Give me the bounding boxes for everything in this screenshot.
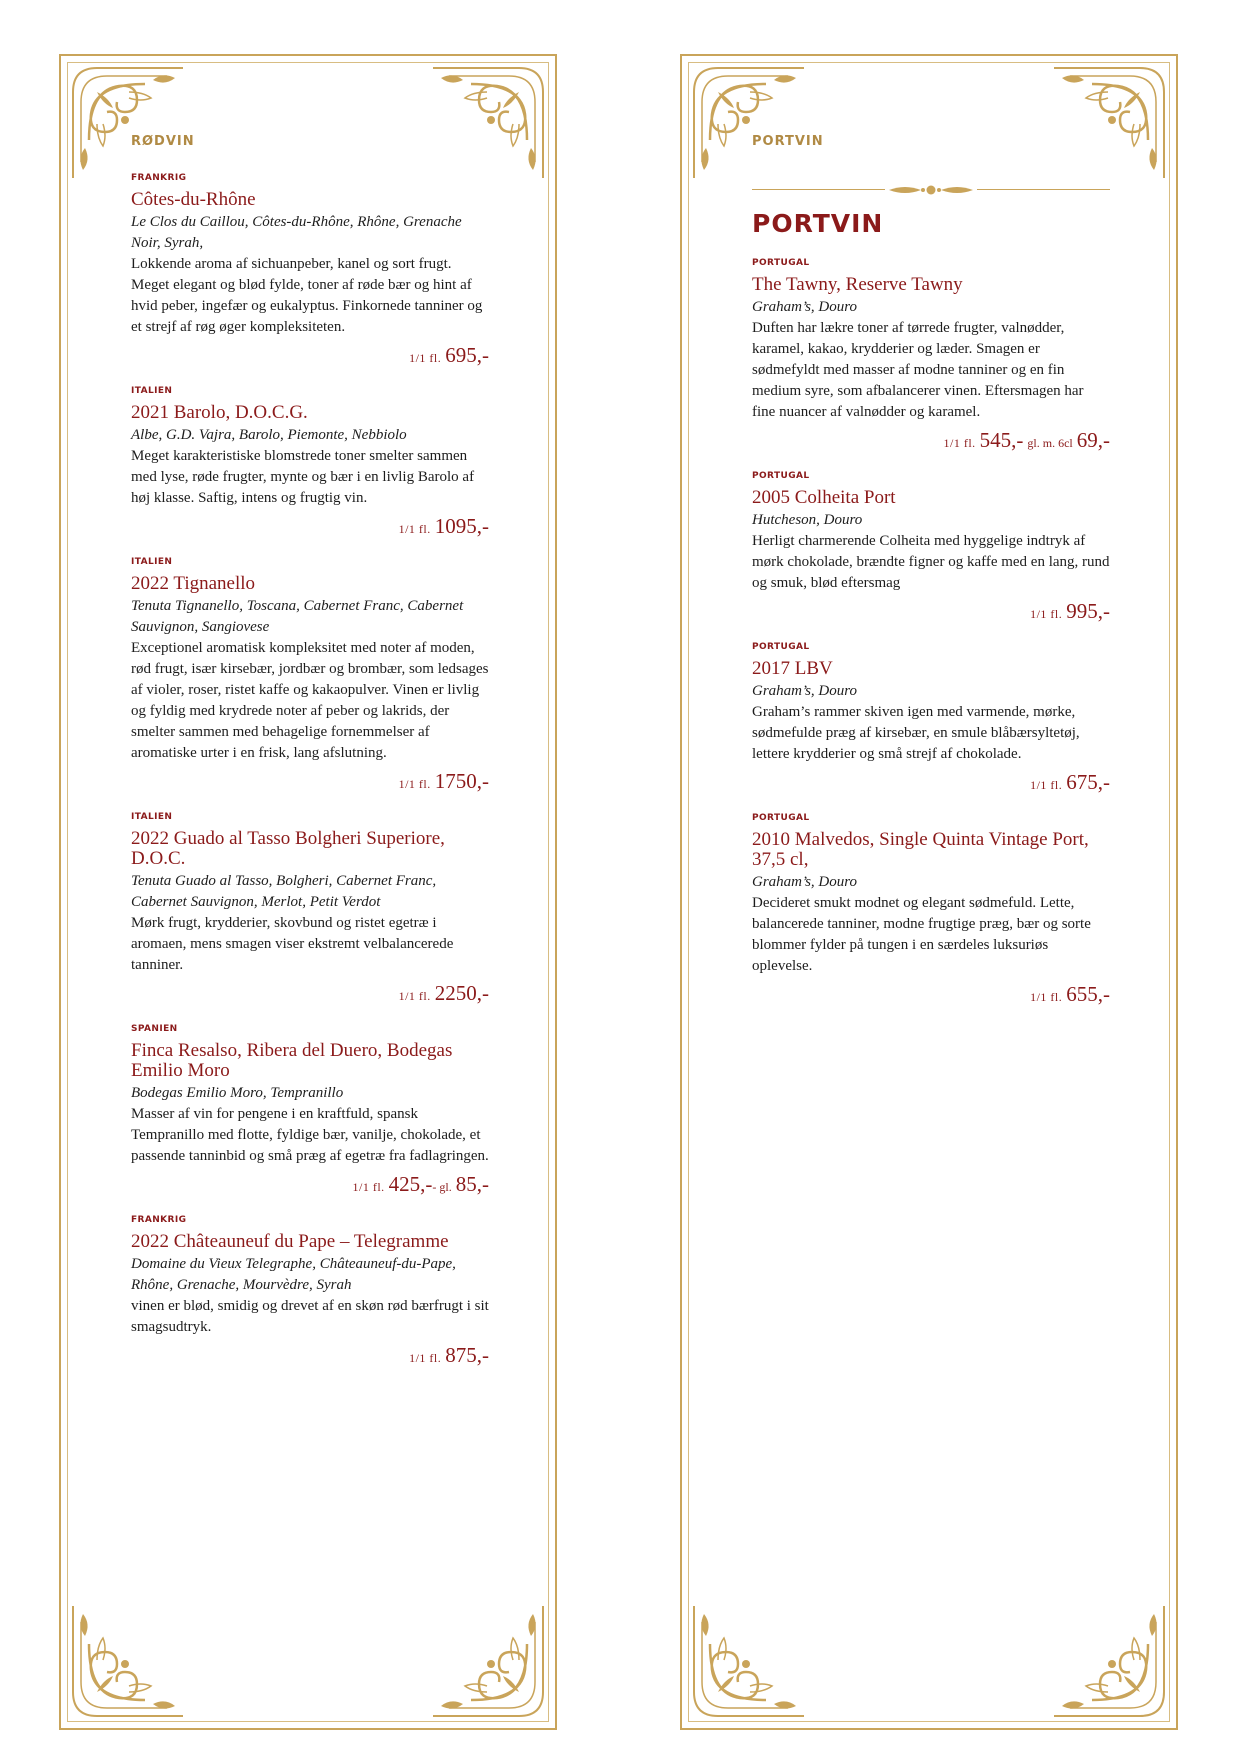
wine-description: Meget karakteristiske blomstrede toner smelter sammen med lyse, røde frugter, mynte og bær i en livlig Barolo af høj klasse. Saftig, intens og frugtig vin. xyxy=(131,448,475,506)
wine-country: ITALIEN xyxy=(131,557,173,567)
ornament-corner-icon xyxy=(688,1600,810,1722)
wine-description: Lokkende aroma af sichuanpeber, kanel og sort frugt. Meget elegant og blød fylde, toner af røde bær og hint af hvid peber, ingefær og eukalyptus. Finkornede tanniner og et strejf af røg øger kompleksiteten. xyxy=(131,256,483,335)
price-unit: 1/1 fl. xyxy=(1030,778,1063,792)
price-amount: 1750,- xyxy=(434,769,489,793)
right-content xyxy=(752,134,1110,1025)
wine-item xyxy=(131,557,489,797)
price-unit: 1/1 fl. xyxy=(1030,990,1063,1004)
price-amount: 1095,- xyxy=(434,514,489,538)
page-title: PORTVIN xyxy=(752,209,884,238)
wine-price xyxy=(752,981,1110,1010)
wine-price xyxy=(752,769,1110,798)
price-unit: 1/1 fl. xyxy=(1030,607,1063,621)
price-unit: 1/1 fl. xyxy=(409,1351,442,1365)
ornament-corner-icon xyxy=(427,1600,549,1722)
glass-unit: gl. m. 6cl xyxy=(1027,436,1073,450)
wine-name: 2022 Tignanello xyxy=(131,573,256,594)
glass-price: 85,- xyxy=(455,1172,489,1196)
wine-producer: Tenuta Guado al Tasso, Bolgheri, Cabernet Franc, Cabernet Sauvignon, Merlot, Petit Verdot xyxy=(131,873,437,910)
price-unit: 1/1 fl. xyxy=(398,989,431,1003)
wine-description: Mørk frugt, krydderier, skovbund og ristet egetræ i aromaen, mens smagen viser ekstremt velbalancerede tanniner. xyxy=(131,915,454,973)
price-unit: 1/1 fl. xyxy=(943,436,976,450)
price-unit: 1/1 fl. xyxy=(352,1180,385,1194)
wine-name: 2022 Guado al Tasso Bolgheri Superiore, D.O.C. xyxy=(131,828,445,869)
wine-item xyxy=(752,642,1110,798)
price-amount: 545,- xyxy=(979,428,1024,452)
wine-country: PORTUGAL xyxy=(752,813,810,823)
wine-item xyxy=(752,471,1110,627)
wine-producer: Bodegas Emilio Moro, Tempranillo xyxy=(131,1085,344,1101)
wine-description: Herligt charmerende Colheita med hyggelige indtryk af mørk chokolade, brændte figner og kaffe med en lang, rund og smuk, blød eftersmag xyxy=(752,533,1110,591)
ornamental-divider xyxy=(752,183,1110,197)
wine-country: FRANKRIG xyxy=(131,1215,187,1225)
wine-country: PORTUGAL xyxy=(752,642,810,652)
wine-name: 2022 Châteauneuf du Pape – Telegramme xyxy=(131,1231,449,1252)
price-amount: 655,- xyxy=(1066,982,1110,1006)
glass-price: 69,- xyxy=(1076,428,1110,452)
divider-flourish-icon xyxy=(885,183,977,197)
glass-unit: - xyxy=(432,1180,440,1194)
wine-name: Côtes-du-Rhône xyxy=(131,189,256,210)
wine-name: The Tawny, Reserve Tawny xyxy=(752,274,963,295)
wine-country: ITALIEN xyxy=(131,386,173,396)
wine-description: Decideret smukt modnet og elegant sødmefuld. Lette, balancerede tanniner, modne frugtige præg, bær og sorte blommer fylder på tungen i en særdeles luksuriøs oplevelse. xyxy=(752,895,1091,974)
right-menu-panel xyxy=(680,54,1178,1730)
wine-price xyxy=(131,342,489,371)
wine-item xyxy=(131,1215,489,1371)
wine-price xyxy=(131,980,489,1009)
wine-country: SPANIEN xyxy=(131,1024,178,1034)
price-unit: 1/1 fl. xyxy=(398,777,431,791)
wine-item xyxy=(752,813,1110,1010)
wine-producer: Graham’s, Douro xyxy=(752,874,858,890)
left-menu-panel xyxy=(59,54,557,1730)
wine-name: 2017 LBV xyxy=(752,658,833,679)
wine-item xyxy=(131,173,489,371)
wine-producer: Tenuta Tignanello, Toscana, Cabernet Franc, Cabernet Sauvignon, Sangiovese xyxy=(131,598,464,635)
wine-item xyxy=(131,1024,489,1200)
wine-item xyxy=(131,386,489,542)
glass-unit: gl. xyxy=(439,1180,452,1194)
price-amount: 695,- xyxy=(445,343,489,367)
left-content xyxy=(131,134,489,1386)
wine-country: PORTUGAL xyxy=(752,471,810,481)
wine-country: PORTUGAL xyxy=(752,258,810,268)
wine-producer: Albe, G.D. Vajra, Barolo, Piemonte, Nebbiolo xyxy=(131,427,407,443)
wine-price xyxy=(131,513,489,542)
price-amount: 2250,- xyxy=(434,981,489,1005)
wine-price xyxy=(131,1342,489,1371)
section-tag: PORTVIN xyxy=(752,134,824,149)
price-amount: 425,- xyxy=(388,1172,433,1196)
wine-producer: Le Clos du Caillou, Côtes-du-Rhône, Rhône, Grenache Noir, Syrah, xyxy=(131,214,462,251)
wine-price xyxy=(752,427,1110,456)
wine-item xyxy=(131,812,489,1009)
ornament-corner-icon xyxy=(1048,1600,1170,1722)
wine-name: 2010 Malvedos, Single Quinta Vintage Port, 37,5 cl, xyxy=(752,829,1089,870)
wine-producer: Domaine du Vieux Telegraphe, Châteauneuf-du-Pape, Rhône, Grenache, Mourvèdre, Syrah xyxy=(131,1256,456,1293)
wine-producer: Graham’s, Douro xyxy=(752,299,858,315)
price-unit: 1/1 fl. xyxy=(398,522,431,536)
wine-country: FRANKRIG xyxy=(131,173,187,183)
price-amount: 995,- xyxy=(1066,599,1110,623)
wine-description: Duften har lækre toner af tørrede frugter, valnødder, karamel, kakao, krydderier og læder. Smagen er sødmefyldt med masser af modne tanniner og en fin medium syre, som afbalancerer vinen. Eftersmagen har fine nuancer af valnødder og karamel. xyxy=(752,320,1084,420)
wine-name: 2021 Barolo, D.O.C.G. xyxy=(131,402,308,423)
wine-price xyxy=(131,768,489,797)
wine-producer: Graham’s, Douro xyxy=(752,683,858,699)
wine-producer: Hutcheson, Douro xyxy=(752,512,863,528)
wine-description: vinen er blød, smidig og drevet af en skøn rød bærfrugt i sit smagsudtryk. xyxy=(131,1298,489,1335)
wine-price xyxy=(752,598,1110,627)
wine-price xyxy=(131,1171,489,1200)
price-amount: 675,- xyxy=(1066,770,1110,794)
section-tag: RØDVIN xyxy=(131,134,195,149)
wine-name: 2005 Colheita Port xyxy=(752,487,896,508)
price-unit: 1/1 fl. xyxy=(409,351,442,365)
wine-name: Finca Resalso, Ribera del Duero, Bodegas Emilio Moro xyxy=(131,1040,453,1081)
ornament-corner-icon xyxy=(67,1600,189,1722)
wine-description: Masser af vin for pengene i en kraftfuld, spansk Tempranillo med flotte, fyldige bær, vanilje, chokolade, et passende tanninbid og små præg af egetræ fra fadlagringen. xyxy=(131,1106,489,1164)
wine-country: ITALIEN xyxy=(131,812,173,822)
price-amount: 875,- xyxy=(445,1343,489,1367)
wine-item xyxy=(752,258,1110,456)
wine-description: Exceptionel aromatisk kompleksitet med noter af moden, rød frugt, især kirsebær, jordbær og brombær, som ledsages af violer, roser, ristet kaffe og kakaopulver. Vinen er livlig og fyldig med krydrede noter af peber og lakrids, der smelter sammen med behagelige fornemmelser af aromatiske urter i en frisk, lang afslutning. xyxy=(131,640,489,761)
wine-description: Graham’s rammer skiven igen med varmende, mørke, sødmefulde præg af kirsebær, en smule blåbærsyltetøj, lettere krydderier og små strejf af chokolade. xyxy=(752,704,1080,762)
